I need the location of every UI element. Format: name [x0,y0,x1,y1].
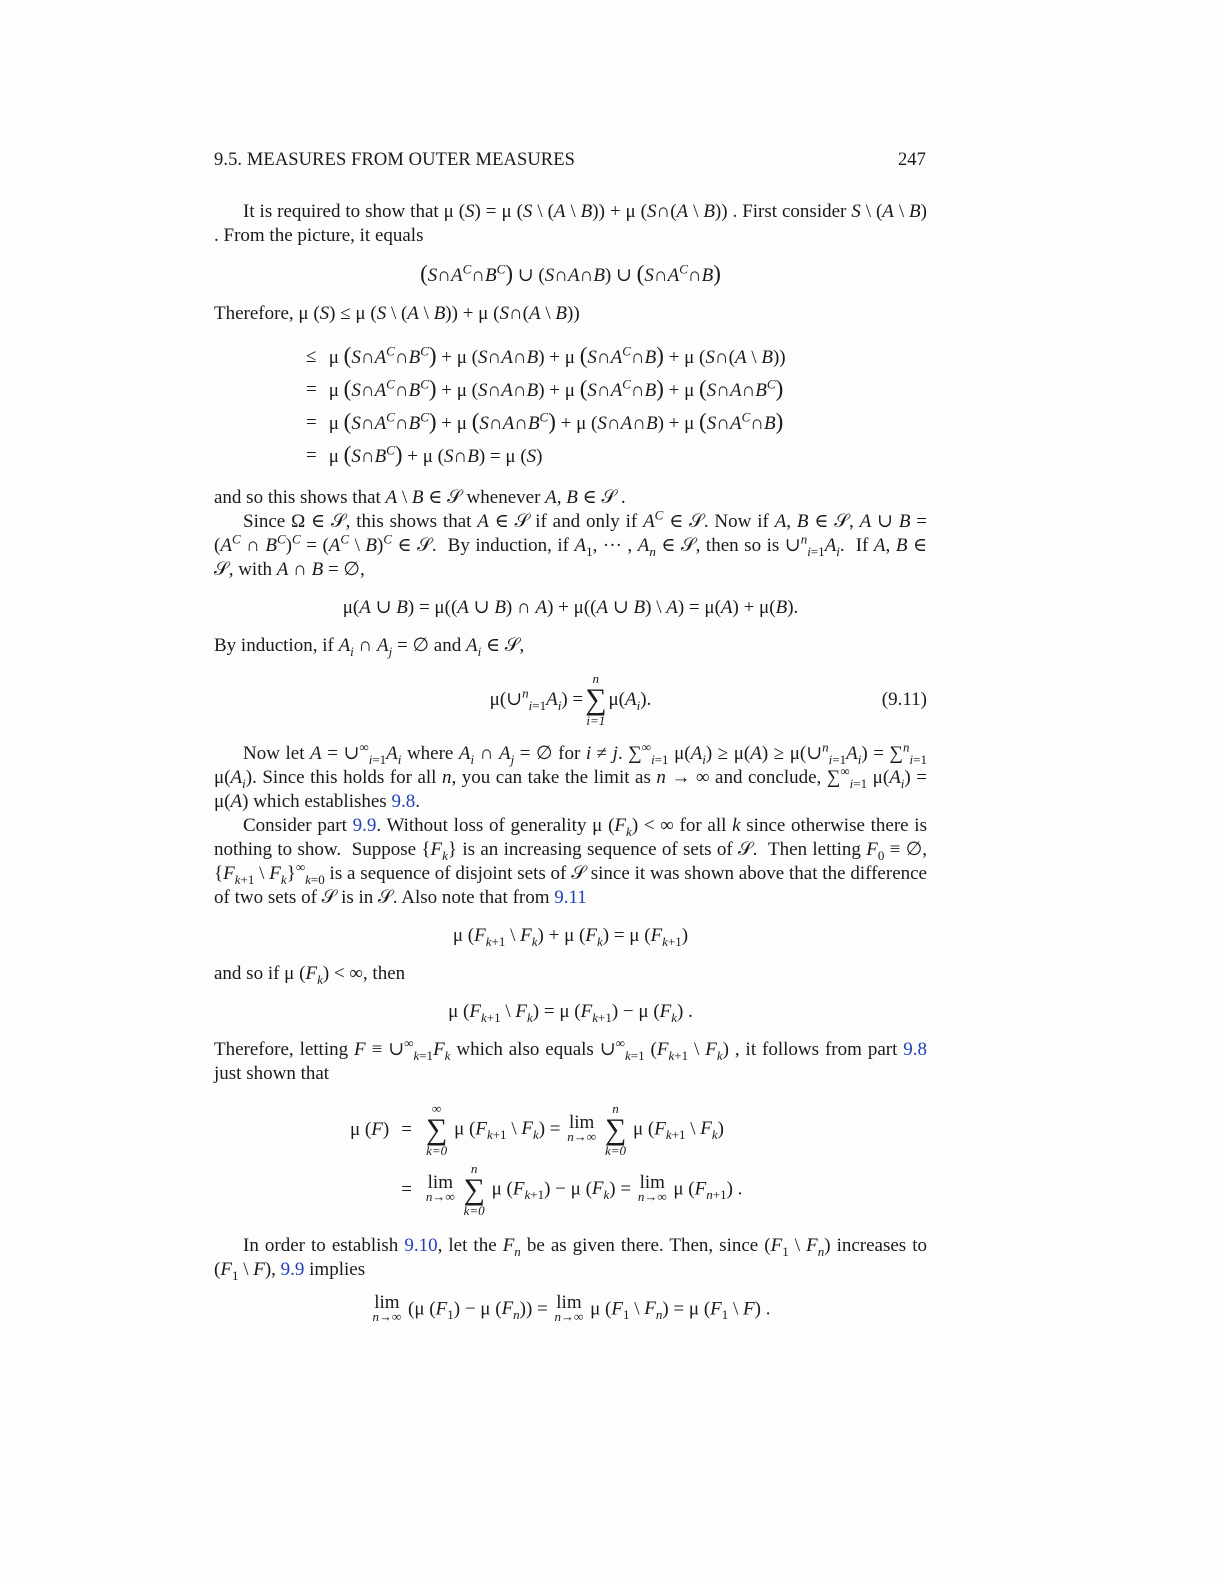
equation-additivity: μ(A ∪ B) = μ((A ∪ B) ∩ A) + μ((A ∪ B) \ A) = μ(A) + μ(B). [342,597,799,618]
paragraph-5: Now let $A = \cup^\infty_{i=1}A_i$ where $A_i$ ∩ $A_j$ = ∅ for i ≠ j. $\sum^\infty_{i=1}$ $\mu(A_i) \ge \mu(A)$ ≥ $\mu(\cup^n_{i=1}A_i) = \sum^n_{i=1}$ $\mu(A_i)$. Since this holds for all n, you can take the limit as n → ∞ and conclude, $\sum^\infty_{i=1}$ $\mu(A_i) = \mu(A)$ which establishes 9.8. [214,739,928,812]
paragraph-9: In order to establish 9.10, let the $F_n$ be as given there. Then, since ($F_1$ \ $F_n$) increases to ($F_1$ \ F), 9.9 implies [214,1235,928,1283]
ref-9-8-link[interactable]: 9.8 [391,791,416,812]
paragraph-2: and so this shows that A \ B ∈ 𝒮 whenever A, B ∈ 𝒮 . [214,487,626,508]
section-title: 9.5. MEASURES FROM OUTER MEASURES [214,150,576,170]
chain-row-2: = μ $(S\cap A^C\cap B^C) + \mu$ (S∩A∩B) + μ $(S\cap A^C\cap B) + \mu$ $(S\cap A\cap B^C)$ [306,375,784,401]
running-header [214,150,926,171]
page-body [214,200,927,1338]
equation-final-limit: lim n→∞ (μ $(F_1) - \mu$ $(F_n)$) = lim n→∞ μ ($F_1$ \ $F_n) = \mu$ ($F_1$ \ F) . [372,1292,771,1324]
chain-row-4: = μ $(S\cap B^C) + \mu$ (S∩B) = μ (S) [306,441,543,467]
equation-picture-decomposition: $(S\cap A^C\cap B^C)$ ∪ (S∩A∩B) ∪ $(S\cap A^C\cap B)$ [420,261,721,286]
paragraph-3: Since Ω ∈ 𝒮, this shows that A ∈ 𝒮 if and only if $A^C$ ∈ 𝒮. Now if A, B ∈ 𝒮, A ∪ $B = (A^C$ ∩ $B^C)^C = (A^C$ \ B)$^C$ ∈ 𝒮. By induction, if $A_1$, ··· , $A_n$ ∈ 𝒮, then so is $\cup^n_{i=1}A_i$. If A, B ∈ 𝒮, with A ∩ B = ∅, [214,507,928,580]
ref-9-9-link-2[interactable]: 9.9 [280,1259,305,1280]
equation-fk-difference: μ ($F_{k+1}$ \ $F_k) = \mu$ $(F_{k+1}) - \mu$ $(F_k)$ . [448,1001,693,1025]
sigma-symbol: n ∑ i=1 [585,671,607,728]
paragraph-8: Therefore, letting $F \equiv \cup^\infty_{k=1}F_k$ which also equals $\cup^\infty_{k=1}$ ($F_{k+1}$ \ $F_k$) , it follows from part 9.8 just shown that [214,1035,928,1084]
chain-row-1: ≤ μ $(S\cap A^C\cap B^C) + \mu$ (S∩A∩B) + μ $(S\cap A^C\cap B) + \mu$ (S∩(A \ B)) [306,342,786,368]
paragraph-7: and so if μ $(F_k)$ < ∞, then [214,963,406,987]
inequality-chain [300,340,792,472]
limit-row-2: = lim n→∞ n ∑ k=0 μ $(F_{k+1}) - \mu$ $(F_k)$ = lim n→∞ μ $(F_{n+1})$ . [401,1161,743,1218]
paragraph-4: By induction, if $A_i$ ∩ $A_j$ = ∅ and $A_i$ ∈ 𝒮, [214,635,525,659]
chain-row-3: = μ $(S\cap A^C\cap B^C) + \mu$ $(S\cap A\cap B^C) + \mu$ (S∩A∩B) + μ $(S\cap A^C\cap B)$ [306,408,784,434]
paragraph-therefore: Therefore, μ (S) ≤ μ (S \ (A \ B)) + μ (S∩(A \ B)) [214,303,580,324]
ref-9-8-link-2[interactable]: 9.8 [903,1039,928,1060]
ref-9-10-link[interactable]: 9.10 [404,1235,438,1256]
ref-9-11-link[interactable]: 9.11 [554,887,587,908]
ref-9-9-link[interactable]: 9.9 [352,815,377,836]
equation-9-11: $\mu(\cup^n_{i=1}A_i)$ = n ∑ i=1 $\mu(A_i)$. (9.11) [489,671,927,728]
equation-fk-sum: μ ($F_{k+1}$ \ $F_k) + \mu$ $(F_k) = \mu$ $(F_{k+1})$ [452,925,689,949]
limit-equations [344,1100,748,1220]
paragraph-6: Consider part 9.9. Without loss of generality μ $(F_k)$ < ∞ for all k since otherwise there is nothing to show. Suppose $\{F_k\}$ is an increasing sequence of sets of 𝒮. Then letting $F_0$ ≡ ∅, {$F_{k+1}$ \ $F_k\}^\infty_{k=0}$ is a sequence of disjoint sets of 𝒮 since it was shown above that the difference of two sets of 𝒮 is in 𝒮. Also note that from 9.11 [214,815,927,908]
limit-row-1: μ (F) = ∞ ∑ k=0 μ ($F_{k+1}$ \ $F_k$) = lim n→∞ n ∑ k=0 μ ($F_{k+1}$ \ $F_k$) [350,1101,724,1158]
equation-number: (9.11) [881,689,927,710]
page-number: 247 [897,150,926,170]
paragraph-1: It is required to show that μ (S) = μ (S \ (A \ B)) + μ (S∩(A \ B)) . First consider S \ (A \ B) . From the picture, it equals [214,201,927,246]
